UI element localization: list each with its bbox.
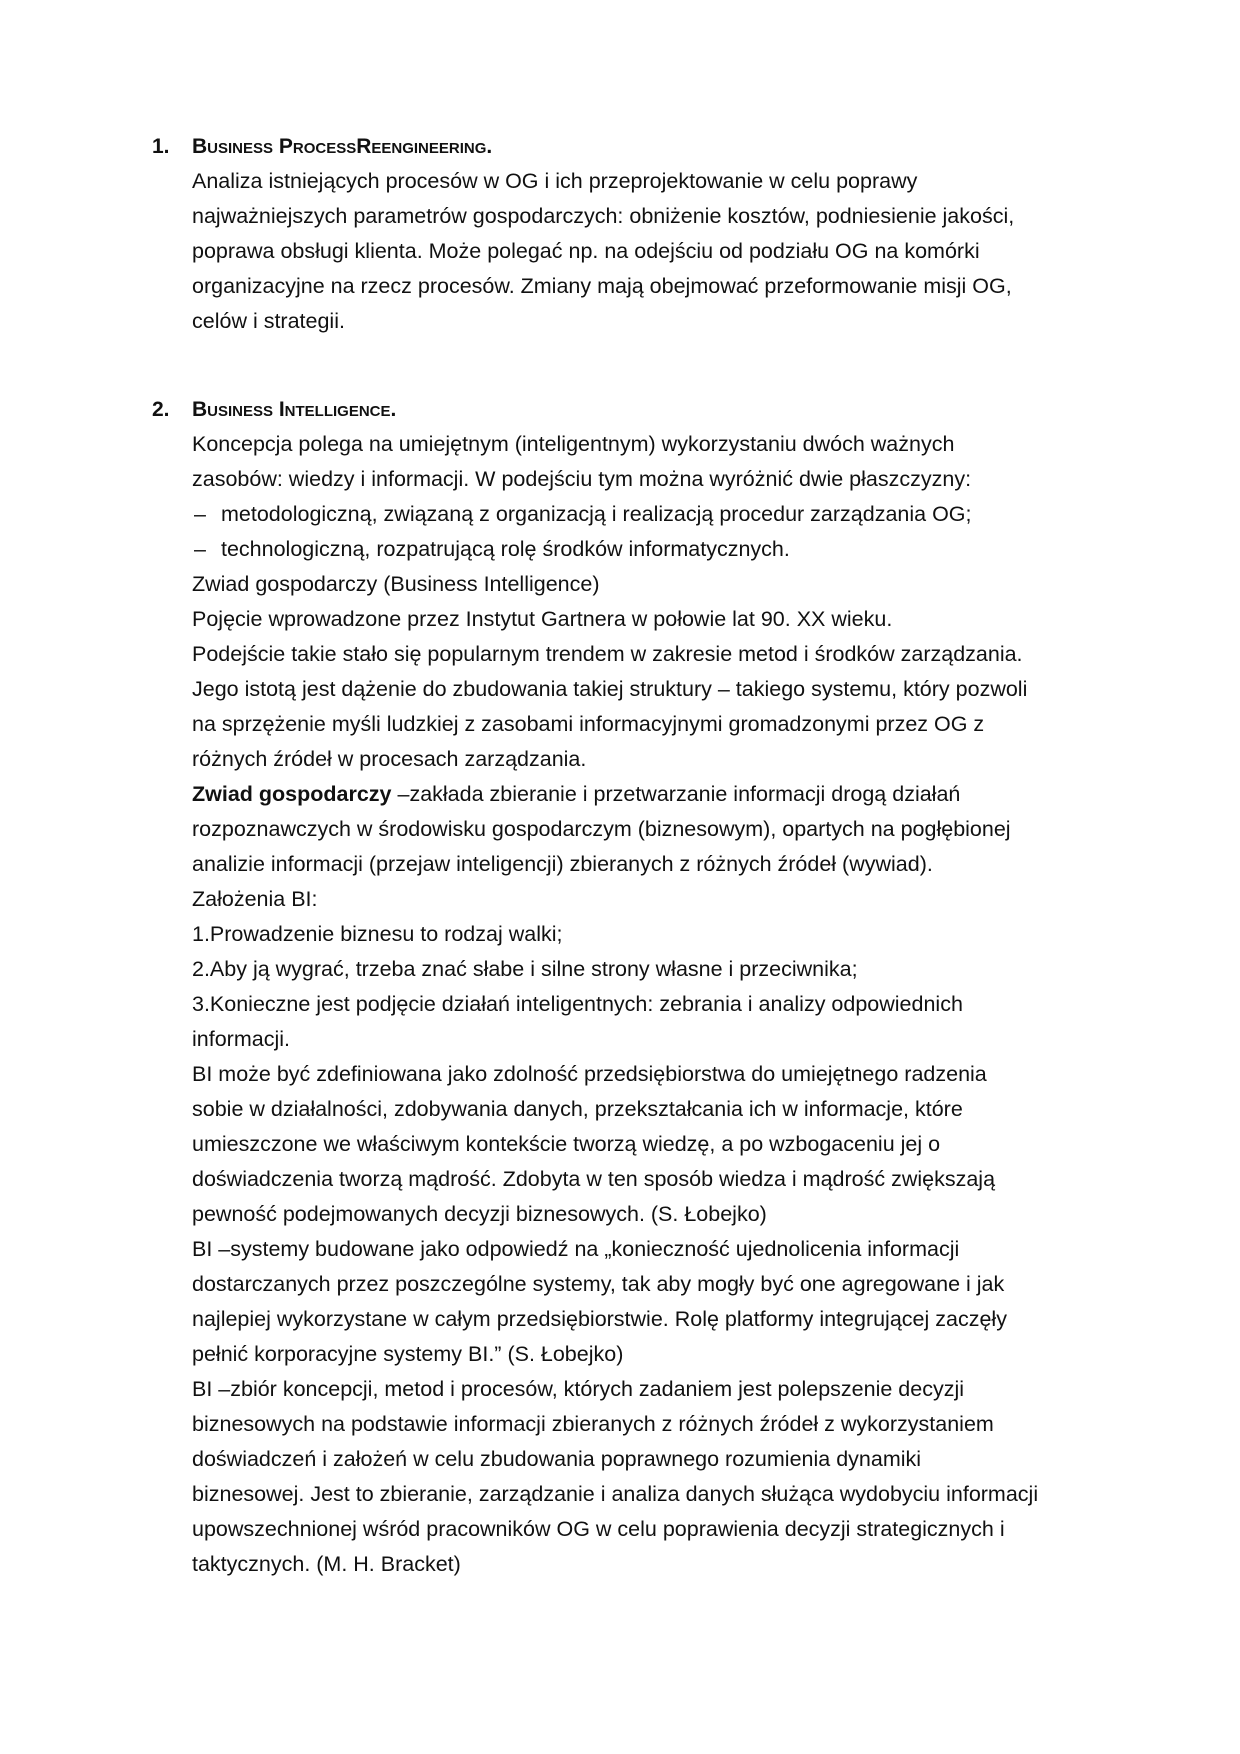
- paragraph-line: Pojęcie wprowadzone przez Instytut Gartnera w połowie lat 90. XX wieku.: [192, 607, 893, 631]
- paragraph-line: Jego istotą jest dążenie do zbudowania takiej struktury – takiego systemu, który pozwoli: [192, 677, 1028, 701]
- heading-title: Business Intelligence.: [192, 398, 397, 421]
- paragraph-line: sobie w działalności, zdobywania danych, przekształcania ich w informacje, które: [192, 1097, 963, 1121]
- paragraph-line: poprawa obsługi klienta. Może polegać np. na odejściu od podziału OG na komórki: [192, 239, 980, 263]
- paragraph-line: umieszczone we właściwym kontekście tworzą wiedzę, a po wzbogaceniu jej o: [192, 1132, 941, 1156]
- list-item: [0, 532, 1240, 567]
- paragraph-line: BI –systemy budowane jako odpowiedź na „konieczność ujednolicenia informacji: [192, 1237, 960, 1261]
- section-business-intelligence: [0, 392, 1240, 1582]
- paragraph-line: zasobów: wiedzy i informacji. W podejściu tym można wyróżnić dwie płaszczyzny:: [192, 467, 972, 491]
- paragraph-line: pewność podejmowanych decyzji biznesowych. (S. Łobejko): [192, 1202, 767, 1226]
- paragraph-line: doświadczeń i założeń w celu zbudowania poprawnego rozumienia dynamiki: [192, 1447, 922, 1471]
- section-business-process-reengineering: [0, 129, 1240, 339]
- paragraph-line: celów i strategii.: [192, 309, 345, 333]
- paragraph-line: taktycznych. (M. H. Bracket): [192, 1552, 461, 1576]
- paragraph-line: analizie informacji (przejaw inteligencji) zbieranych z różnych źródeł (wywiad).: [192, 852, 933, 876]
- paragraph-line: Założenia BI:: [192, 887, 318, 911]
- heading-number: 1.: [152, 135, 170, 158]
- paragraph-line: upowszechnionej wśród pracowników OG w celu poprawienia decyzji strategicznych i: [192, 1517, 1005, 1541]
- dash-bullet-icon: –: [194, 502, 206, 526]
- paragraph-line: Podejście takie stało się popularnym trendem w zakresie metod i środków zarządzania.: [192, 642, 1023, 666]
- section-heading: [0, 392, 1240, 427]
- list-item-text: technologiczną, rozpatrującą rolę środków informatycznych.: [221, 537, 790, 561]
- paragraph-line: pełnić korporacyjne systemy BI.” (S. Łobejko): [192, 1342, 624, 1366]
- list-item: [0, 497, 1240, 532]
- paragraph-line: [192, 777, 1112, 812]
- paragraph-line: różnych źródeł w procesach zarządzania.: [192, 747, 587, 771]
- dash-bullet-icon: –: [194, 537, 206, 561]
- paragraph-line: 3.Konieczne jest podjęcie działań inteligentnych: zebrania i analizy odpowiednich: [192, 992, 963, 1016]
- paragraph-line: na sprzężenie myśli ludzkiej z zasobami informacyjnymi gromadzonymi przez OG z: [192, 712, 985, 736]
- paragraph-line: informacji.: [192, 1027, 290, 1051]
- section-heading: [0, 129, 1240, 164]
- paragraph-line: BI może być zdefiniowana jako zdolność przedsiębiorstwa do umiejętnego radzenia: [192, 1062, 987, 1086]
- paragraph-line: rozpoznawczych w środowisku gospodarczym (biznesowym), opartych na pogłębionej: [192, 817, 1011, 841]
- list-item-text: metodologiczną, związaną z organizacją i realizacją procedur zarządzania OG;: [221, 502, 972, 526]
- paragraph-line: dostarczanych przez poszczególne systemy, tak aby mogły być one agregowane i jak: [192, 1272, 1005, 1296]
- paragraph-line: doświadczenia tworzą mądrość. Zdobyta w ten sposób wiedza i mądrość zwiększają: [192, 1167, 996, 1191]
- heading-number: 2.: [152, 398, 170, 421]
- paragraph-line: BI –zbiór koncepcji, metod i procesów, których zadaniem jest polepszenie decyzji: [192, 1377, 964, 1401]
- paragraph-line: 2.Aby ją wygrać, trzeba znać słabe i silne strony własne i przeciwnika;: [192, 957, 858, 981]
- paragraph-line: Zwiad gospodarczy (Business Intelligence): [192, 572, 600, 596]
- paragraph-line: najważniejszych parametrów gospodarczych: obniżenie kosztów, podniesienie jakości,: [192, 204, 1015, 228]
- definition-text: –zakłada zbieranie i przetwarzanie informacji drogą działań: [391, 782, 961, 806]
- paragraph-line: Koncepcja polega na umiejętnym (inteligentnym) wykorzystaniu dwóch ważnych: [192, 432, 955, 456]
- paragraph-line: 1.Prowadzenie biznesu to rodzaj walki;: [192, 922, 563, 946]
- paragraph-line: organizacyjne na rzecz procesów. Zmiany mają obejmować przeformowanie misji OG,: [192, 274, 1012, 298]
- heading-title: Business ProcessReengineering.: [192, 135, 493, 158]
- paragraph-line: Analiza istniejących procesów w OG i ich przeprojektowanie w celu poprawy: [192, 169, 918, 193]
- paragraph-line: biznesowych na podstawie informacji zbieranych z różnych źródeł z wykorzystaniem: [192, 1412, 994, 1436]
- bold-term: Zwiad gospodarczy: [192, 782, 392, 806]
- paragraph-line: biznesowej. Jest to zbieranie, zarządzanie i analiza danych służąca wydobyciu informacji: [192, 1482, 1039, 1506]
- paragraph-line: najlepiej wykorzystane w całym przedsiębiorstwie. Rolę platformy integrującej zaczęły: [192, 1307, 1007, 1331]
